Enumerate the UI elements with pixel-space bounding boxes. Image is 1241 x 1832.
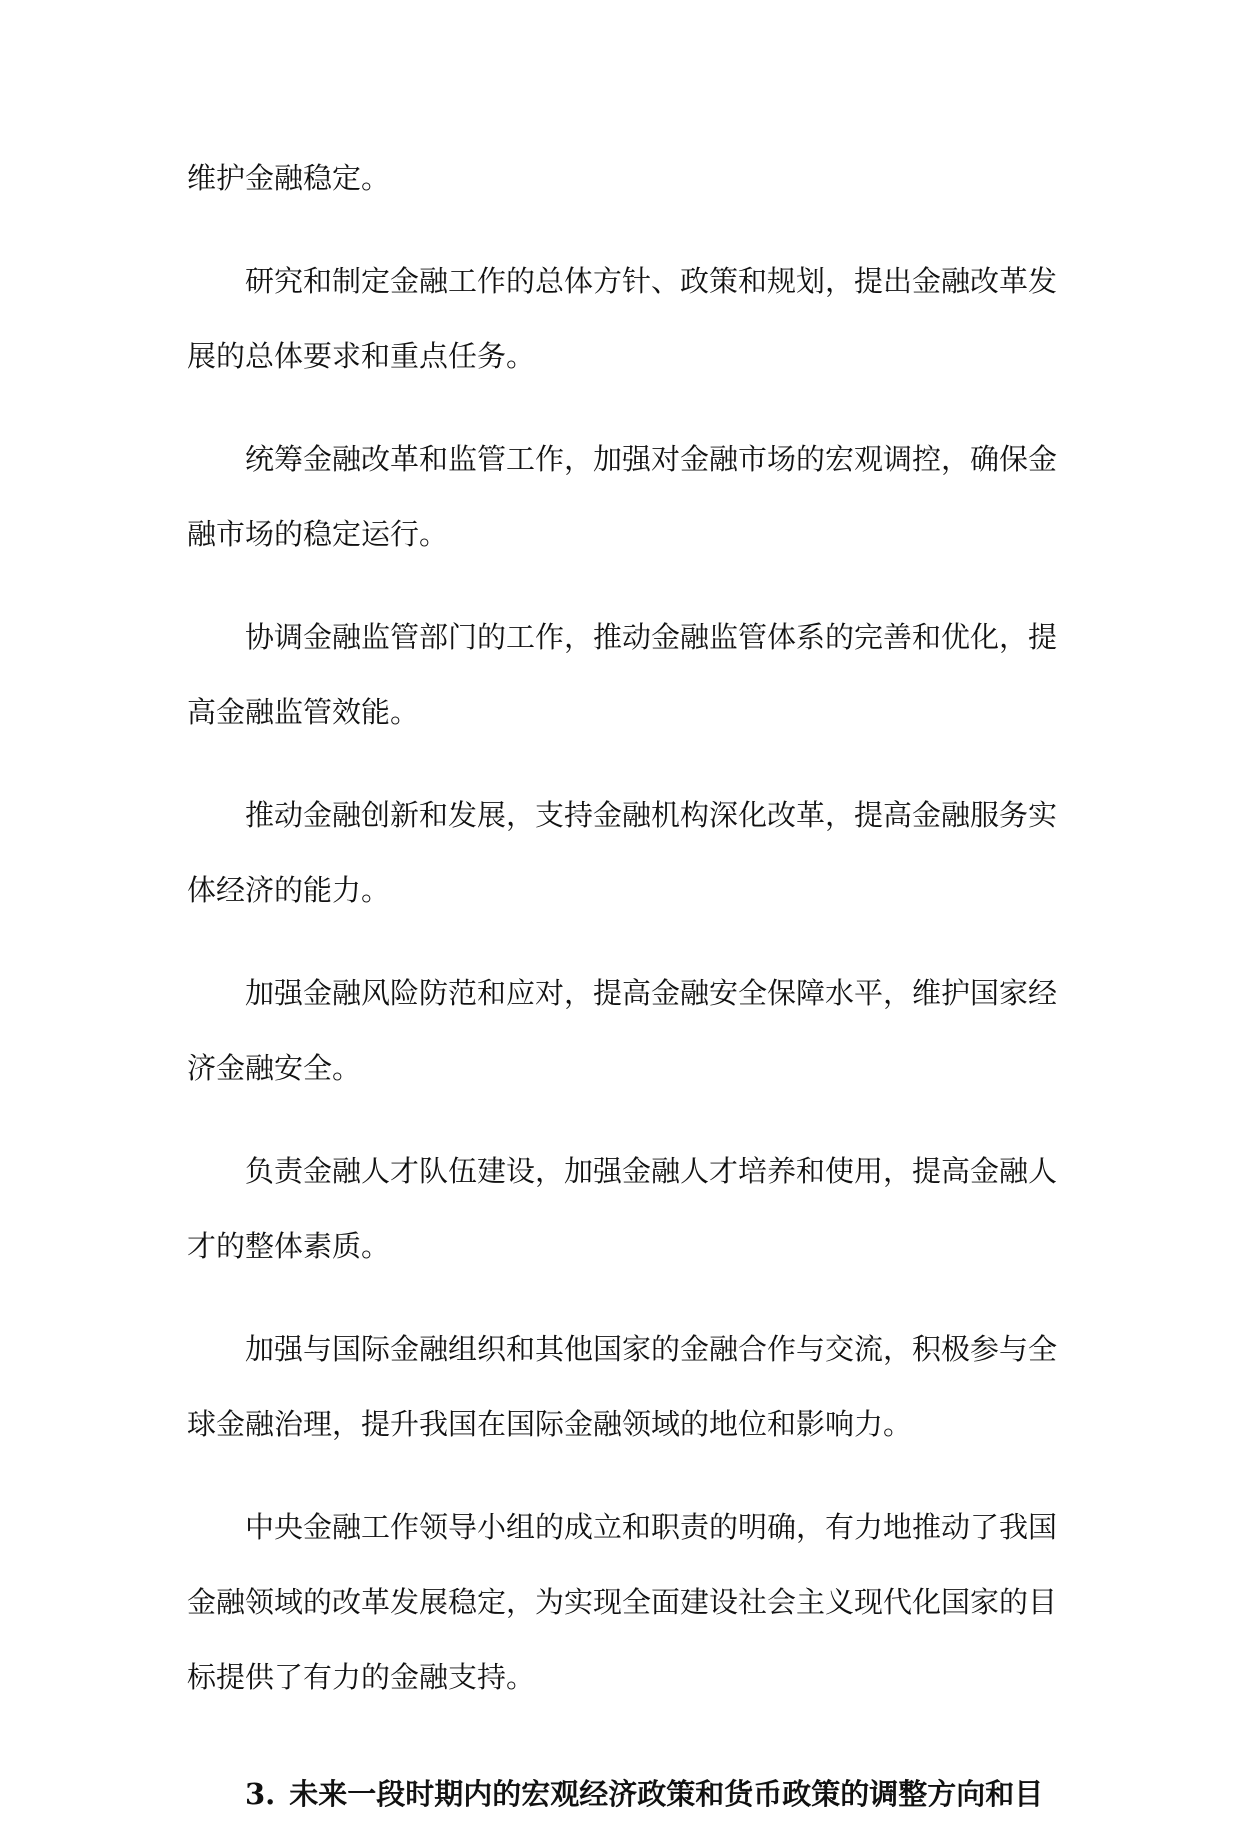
document-body (187, 141, 1057, 1832)
paragraph-risk-prevention: 加强金融风险防范和应对，提高金融安全保障水平，维护国家经济金融安全。 (187, 976, 1058, 1085)
paragraph-international: 加强与国际金融组织和其他国家的金融合作与交流，积极参与全球金融治理，提升我国在国际金融领域的地位和影响力。 (187, 1332, 1058, 1441)
section-title: 未来一段时期内的宏观经济政策和货币政策的调整方向和目 (289, 1777, 1044, 1811)
paragraph-reform-supervision: 统筹金融改革和监管工作，加强对金融市场的宏观调控，确保金融市场的稳定运行。 (187, 442, 1058, 551)
paragraph-regulator-coordination: 协调金融监管部门的工作，推动金融监管体系的完善和优化，提高金融监管效能。 (187, 620, 1058, 729)
section-number: 3. (245, 1777, 276, 1811)
section-heading (187, 1757, 1057, 1832)
paragraph-summary: 中央金融工作领导小组的成立和职责的明确，有力地推动了我国金融领域的改革发展稳定，为实现全面建设社会主义现代化国家的目标提供了有力的金融支持。 (187, 1510, 1058, 1694)
paragraph-talent: 负责金融人才队伍建设，加强金融人才培养和使用，提高金融人才的整体素质。 (187, 1154, 1058, 1263)
paragraph-innovation: 推动金融创新和发展，支持金融机构深化改革，提高金融服务实体经济的能力。 (187, 798, 1058, 907)
paragraph-policy-research: 研究和制定金融工作的总体方针、政策和规划，提出金融改革发展的总体要求和重点任务。 (187, 264, 1058, 373)
paragraph-continuation: 维护金融稳定。 (187, 161, 391, 195)
